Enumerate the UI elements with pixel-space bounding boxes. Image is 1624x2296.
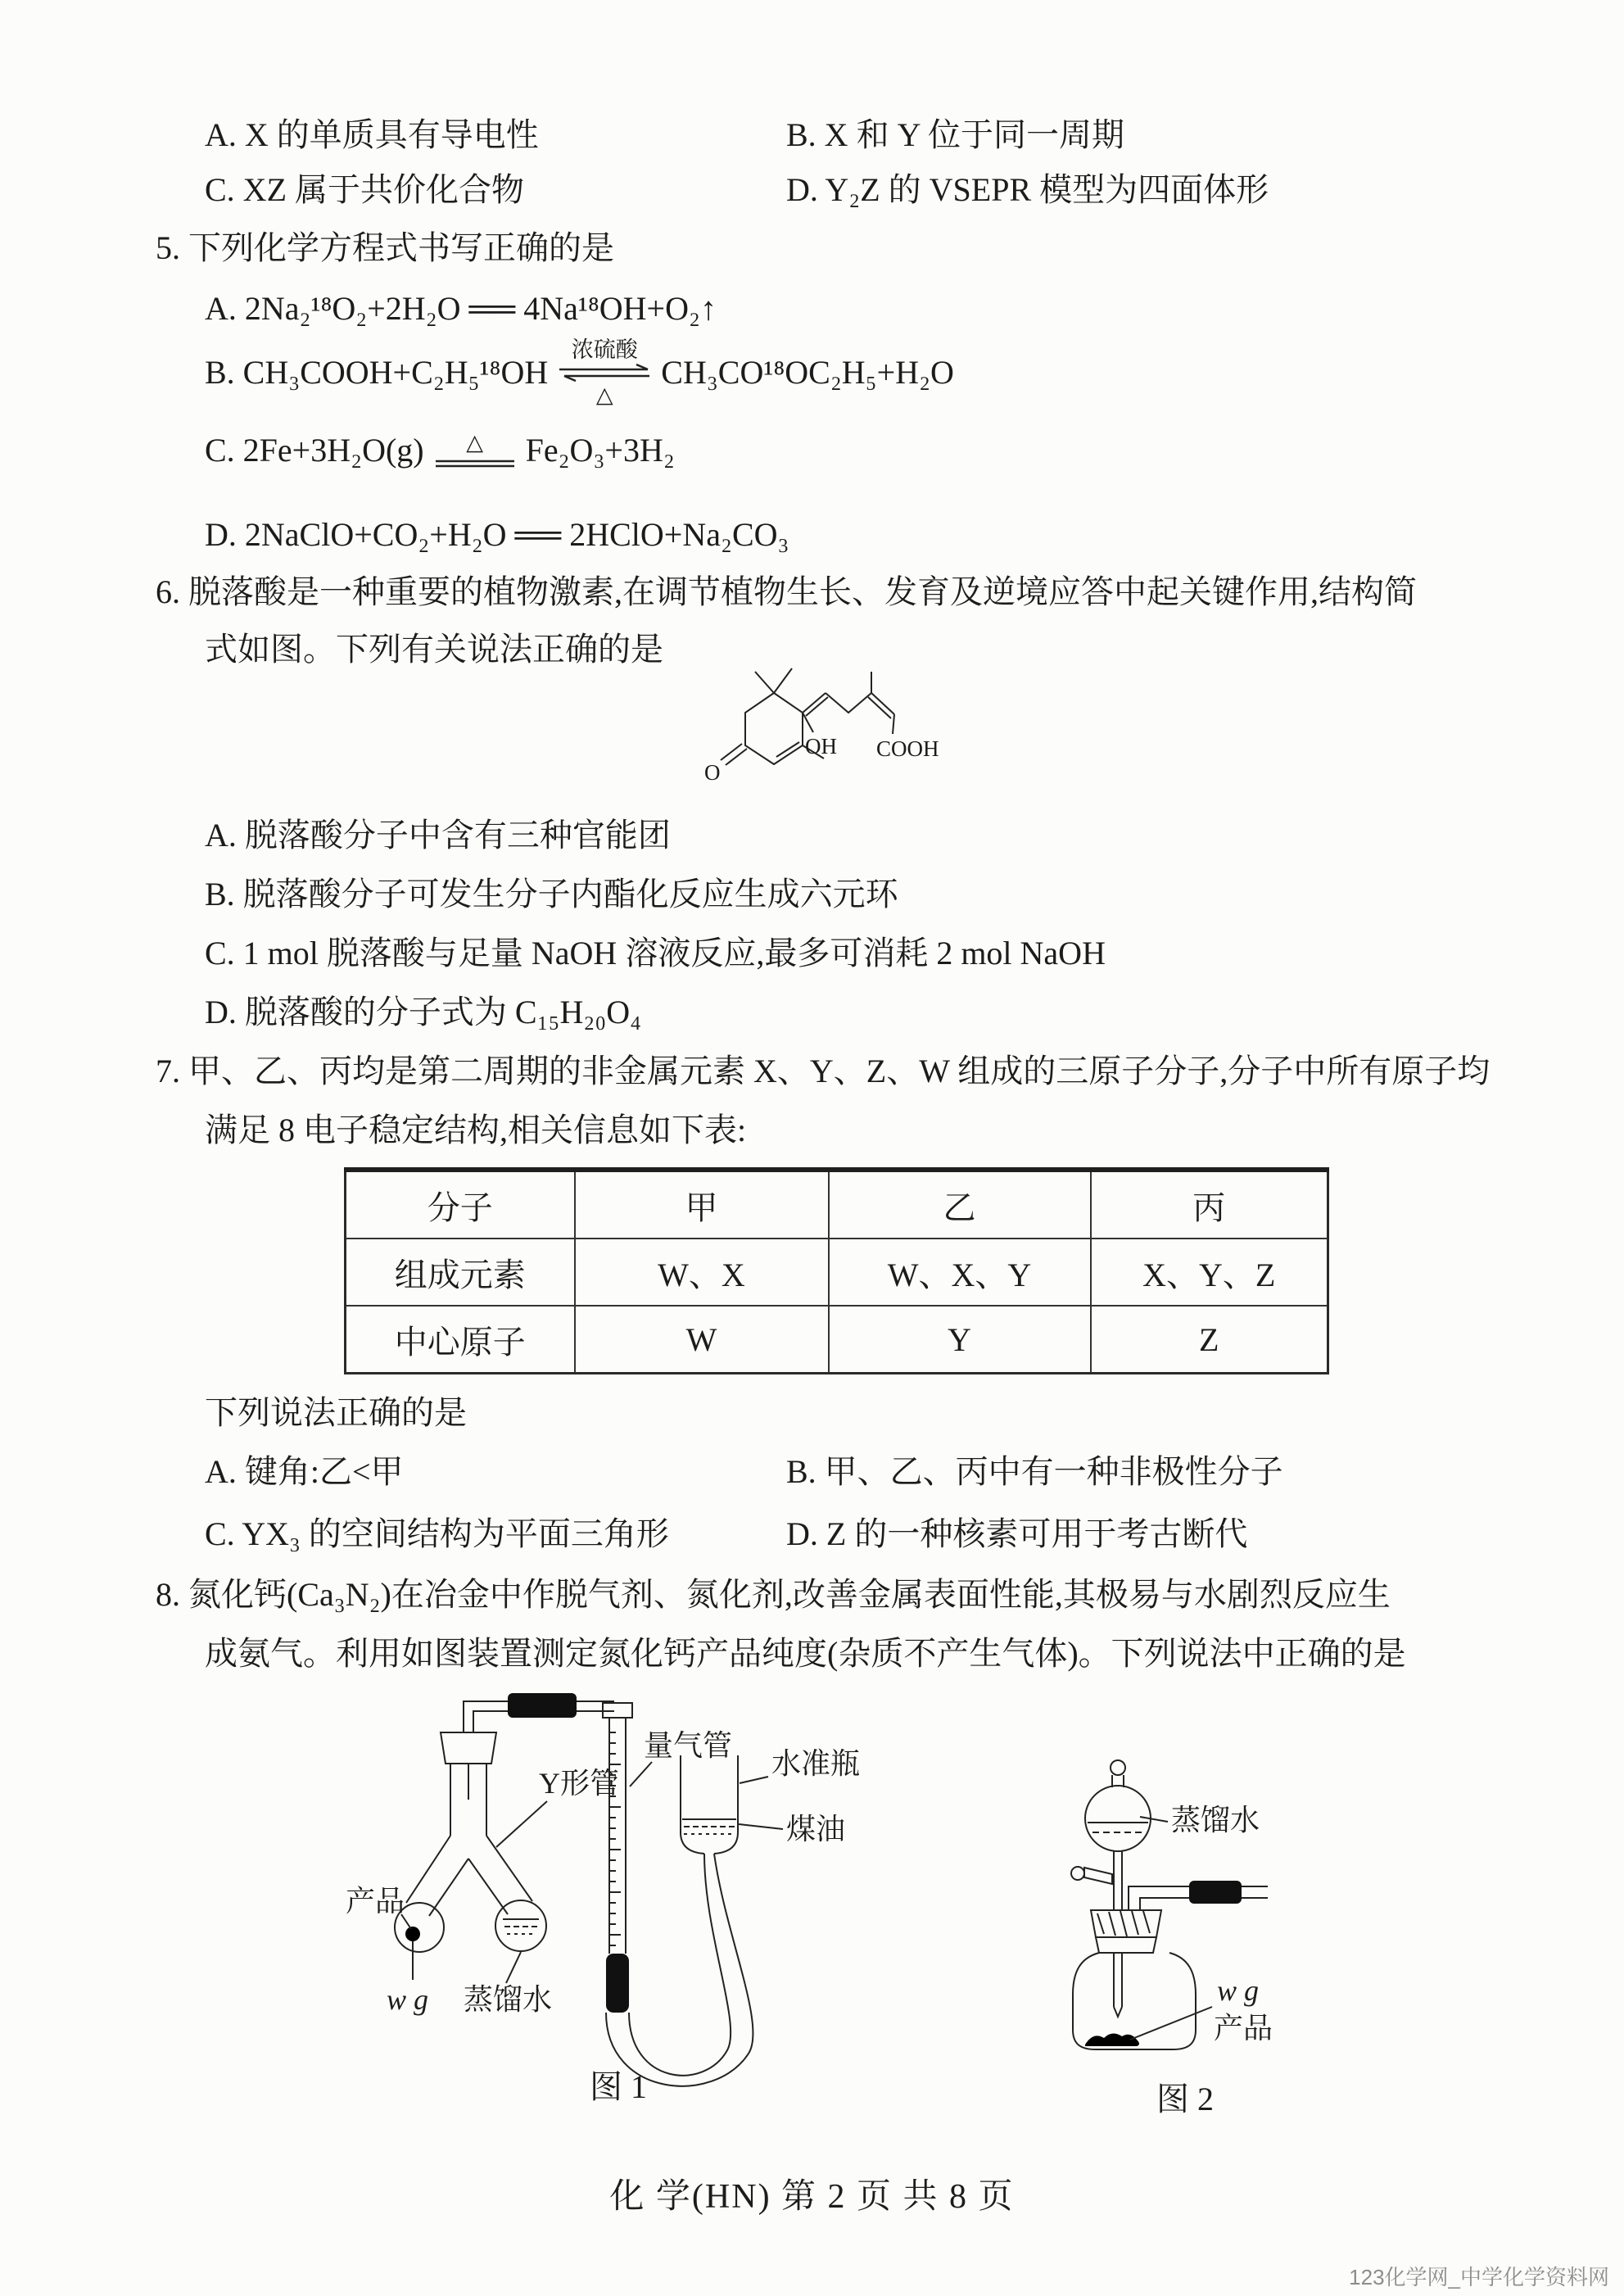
q5-eq-b-right: CH₃CO¹⁸OC₂H₅+H₂O	[661, 354, 954, 392]
distilled-water-label: 蒸馏水	[464, 1983, 553, 2016]
table-row	[346, 1170, 1328, 1239]
q7-option-d: D. Z 的一种核素可用于考古断代	[786, 1515, 1248, 1552]
table-cell: 丙	[1091, 1170, 1328, 1239]
q7-stem-line2: 满足 8 电子稳定结构,相关信息如下表:	[205, 1112, 747, 1148]
q7-stem-line1: 7. 甲、乙、丙均是第二周期的非金属元素 X、Y、Z、W 组成的三原子分子,分子中所有原子均	[156, 1053, 1491, 1089]
water-bulb	[495, 1900, 546, 1951]
double-line-icon	[432, 456, 518, 471]
carbonyl-o-label: O	[704, 760, 721, 785]
product-label: 产品	[346, 1885, 405, 1918]
q7-option-c: C. YX₃ 的空间结构为平面三角形	[205, 1515, 669, 1552]
table-cell: 乙	[829, 1170, 1091, 1239]
q4-option-c: C. XZ 属于共价化合物	[205, 171, 524, 208]
distilled-water-label: 蒸馏水	[1171, 1804, 1260, 1836]
rubber-joint	[508, 1693, 577, 1718]
kerosene-label: 煤油	[786, 1813, 846, 1845]
table-cell: W、X、Y	[829, 1239, 1091, 1306]
abscisic-acid-structure	[696, 662, 975, 801]
funnel-stopper-knob	[1111, 1760, 1125, 1775]
q6-stem-line2: 式如图。下列有关说法正确的是	[205, 631, 663, 668]
q7-option-a: A. 键角:乙<甲	[205, 1453, 404, 1490]
q7-followup: 下列说法正确的是	[205, 1394, 467, 1431]
q4-option-d: D. Y₂Z 的 VSEPR 模型为四面体形	[786, 171, 1269, 208]
stopper	[441, 1732, 496, 1764]
table-cell: 甲	[575, 1170, 829, 1239]
site-watermark: 123化学网_中学化学资料网	[1349, 2265, 1609, 2289]
table-cell: 分子	[346, 1170, 575, 1239]
q6-option-a: A. 脱落酸分子中含有三种官能团	[205, 817, 671, 854]
q6-option-b: B. 脱落酸分子可发生分子内酯化反应生成六元环	[205, 876, 898, 913]
graduations	[609, 1732, 621, 1945]
q5-eq-d: D. 2NaClO+CO₂+H₂O ══ 2HClO+Na₂CO₃	[205, 516, 789, 553]
q4-option-b: B. X 和 Y 位于同一周期	[786, 116, 1124, 153]
figure2-apparatus	[1048, 1753, 1392, 2138]
heated-equals-arrow	[432, 430, 518, 470]
q5-eq-b	[205, 337, 954, 408]
rubber-tube-joint	[606, 1954, 629, 2013]
q5-eq-c	[205, 430, 675, 471]
table-cell: Z	[1091, 1306, 1328, 1374]
condition-bottom: △	[595, 383, 613, 408]
table-row	[346, 1239, 1328, 1306]
q5-stem: 5. 下列化学方程式书写正确的是	[156, 229, 614, 266]
dropping-funnel	[1085, 1786, 1151, 1851]
equilibrium-arrow-icon	[556, 363, 653, 383]
table-cell: 组成元素	[346, 1239, 575, 1306]
table-cell: W、X	[575, 1239, 829, 1306]
condition-top: 浓硫酸	[571, 337, 638, 362]
q5-eq-c-left: C. 2Fe+3H₂O(g)	[205, 432, 424, 469]
hydroxyl-label: OH	[805, 734, 837, 759]
figure1-caption: 图 1	[590, 2068, 647, 2105]
table-cell: X、Y、Z	[1091, 1239, 1328, 1306]
table-cell: 中心原子	[346, 1306, 575, 1374]
product-label: 产品	[1214, 2012, 1273, 2045]
product-sample	[405, 1927, 420, 1941]
stopcock	[1084, 1868, 1112, 1884]
figure1-apparatus	[344, 1683, 868, 2117]
carboxyl-label: COOH	[876, 736, 939, 761]
q6-option-d: D. 脱落酸的分子式为 C₁₅H₂₀O₄	[205, 994, 642, 1030]
q7-option-b: B. 甲、乙、丙中有一种非极性分子	[786, 1453, 1283, 1490]
figure2-caption: 图 2	[1156, 2081, 1214, 2117]
page-footer: 化 学(HN) 第 2 页 共 8 页	[609, 2178, 1015, 2216]
table-cell: W	[575, 1306, 829, 1374]
stopcock-handle	[1071, 1867, 1084, 1880]
y-tube-label: Y形管	[539, 1767, 619, 1800]
q5-eq-a: A. 2Na₂¹⁸O₂+2H₂O ══ 4Na¹⁸OH+O₂↑	[205, 290, 717, 327]
wg-label: w g	[387, 1983, 429, 2016]
table-cell: Y	[829, 1306, 1091, 1374]
table-row	[346, 1306, 1328, 1374]
condition-top: △	[466, 430, 483, 455]
q6-stem-line1: 6. 脱落酸是一种重要的植物激素,在调节植物生长、发育及逆境应答中起关键作用,结构简	[156, 573, 1417, 610]
q7-molecule-table	[344, 1167, 1329, 1374]
leveling-bottle-label: 水准瓶	[771, 1747, 861, 1780]
q8-stem-line1: 8. 氮化钙(Ca₃N₂)在冶金中作脱气剂、氮化剂,改善金属表面性能,其极易与水剧烈反应生	[156, 1576, 1391, 1613]
rubber-joint	[1189, 1881, 1242, 1904]
q5-eq-c-right: Fe₂O₃+3H₂	[525, 432, 675, 469]
wg-label: w g	[1217, 1974, 1260, 2007]
q5-eq-b-left: B. CH₃COOH+C₂H₅¹⁸OH	[205, 354, 549, 392]
q6-option-c: C. 1 mol 脱落酸与足量 NaOH 溶液反应,最多可消耗 2 mol NaOH	[205, 935, 1106, 971]
equilibrium-arrow	[556, 337, 653, 408]
gas-tube-label: 量气管	[644, 1729, 733, 1762]
q4-option-a: A. X 的单质具有导电性	[205, 116, 539, 153]
q8-stem-line2: 成氨气。利用如图装置测定氮化钙产品纯度(杂质不产生气体)。下列说法中正确的是	[205, 1635, 1406, 1672]
